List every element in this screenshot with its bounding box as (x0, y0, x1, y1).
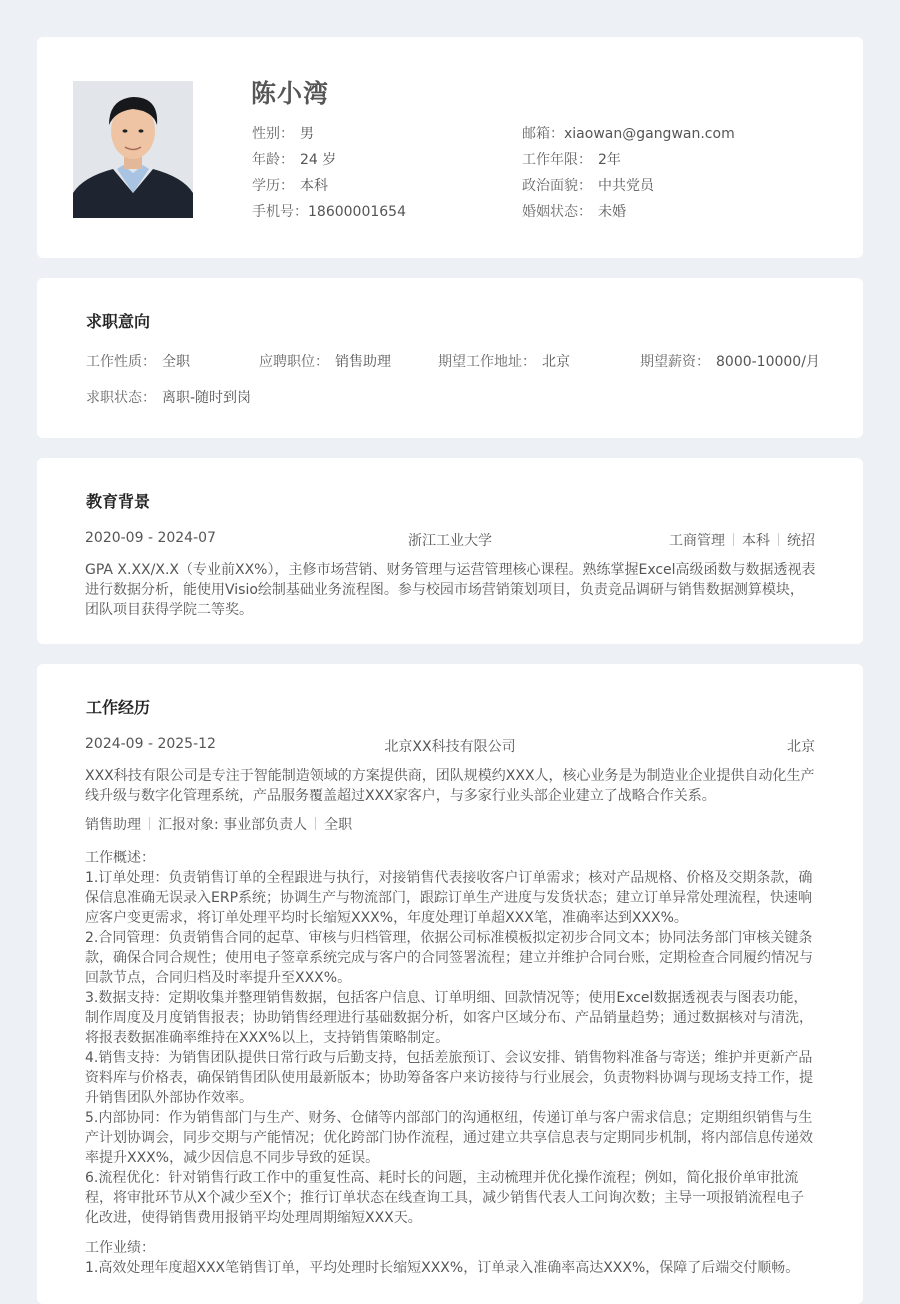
company-description (85, 766, 815, 806)
marital-label: 婚姻状态： (522, 204, 592, 220)
section-title-work: 工作经历 (86, 698, 151, 717)
email-value[interactable]: xiaowan@gangwan.com (564, 126, 735, 142)
divider (733, 533, 734, 546)
politics-label: 政治面貌： (522, 178, 592, 194)
work-overview (85, 848, 815, 1228)
text-line: 化改进，使得销售费用报销平均处理周期缩短XXX天。 (85, 1210, 422, 1226)
position-value: 销售助理 (335, 354, 391, 370)
text-line: 进行数据分析，能使用Visio绘制基础业务流程图。参与校园市场营销策划项目，负责竞品调研与销售数据测算模块， (85, 582, 804, 598)
phone-row (252, 201, 406, 221)
section-title-intent: 求职意向 (86, 312, 151, 331)
job-type-label: 工作性质： (86, 354, 156, 370)
marital-row (522, 201, 626, 221)
profile-card (37, 37, 863, 258)
text-line: 应客户变更需求，将订单处理平均时长缩短XXX%，年度处理订单超XXX笔，准确率达到XXX%。 (85, 910, 688, 926)
education-card (37, 458, 863, 644)
major: 工商管理 (669, 533, 725, 549)
salary-label: 期望薪资： (640, 354, 710, 370)
work-city: 北京 (787, 739, 815, 755)
status-value: 离职-随时到岗 (162, 390, 252, 406)
text-line: 1.高效处理年度超XXX笔销售订单，平均处理时长缩短XXX%，订单录入准确率高达XXX%，保障了后端交付顺畅。 (85, 1260, 800, 1276)
text-line: 产计划协调会，同步交期与产能情况；优化跨部门协作流程，通过建立共享信息表与定期同步机制，将内部信息传递效 (85, 1130, 813, 1146)
education-period: 2020-09 - 2024-07 (85, 530, 216, 546)
text-line: 资料库与价格表，确保销售团队使用最新版本；协助筹备客户来访接待与行业展会，负责物料协调与现场支持工作，提 (85, 1070, 813, 1086)
gender-row (252, 123, 314, 143)
politics-value: 中共党员 (598, 178, 654, 194)
candidate-name: 陈小湾 (251, 79, 330, 108)
status-label: 求职状态： (86, 390, 156, 406)
text-line: 1.订单处理：负责销售订单的全程跟进与执行，对接销售代表接收客户订单需求；核对产品规格、价格及交期条款，确 (85, 870, 813, 886)
section-title-education: 教育背景 (86, 492, 151, 511)
email-label: 邮箱： (522, 126, 564, 142)
work-years-row (522, 149, 621, 169)
email-row (522, 123, 735, 143)
phone-value: 18600001654 (308, 204, 406, 220)
age-row (252, 149, 336, 169)
work-card (37, 664, 863, 1304)
work-years-label: 工作年限： (522, 152, 592, 168)
text-line: 制作周度及月度销售报表；协助销售经理进行基础数据分析，如客户区域分布、产品销量趋势；通过数据核对与清洗， (85, 1010, 813, 1026)
salary-value: 8000-10000/月 (716, 354, 820, 370)
divider (315, 817, 316, 830)
text-line: XXX科技有限公司是专注于智能制造领域的方案提供商，团队规模约XXX人，核心业务是为制造业企业提供自动化生产 (85, 768, 815, 784)
job-type-field (86, 351, 190, 371)
location-field (438, 351, 570, 371)
text-line: GPA X.XX/X.X（专业前XX%），主修市场营销、财务管理与运营管理核心课程。熟练掌握Excel高级函数与数据透视表 (85, 562, 816, 578)
job-intent-card (37, 278, 863, 438)
work-results (85, 1238, 815, 1278)
text-line: 款，确保合同合规性；使用电子签章系统完成与客户的合同签署流程；建立并维护合同台账，定期检查合同履约情况与 (85, 950, 813, 966)
role: 销售助理 (85, 817, 141, 833)
school-name: 浙江工业大学 (408, 533, 492, 549)
position-field (259, 351, 391, 371)
results-title: 工作业绩： (85, 1240, 155, 1256)
location-label: 期望工作地址： (438, 354, 536, 370)
politics-row (522, 175, 654, 195)
profile-photo (73, 81, 193, 218)
enrollment-mode: 统招 (787, 533, 815, 549)
marital-value: 未婚 (598, 204, 626, 220)
text-line: 5.内部协同：作为销售部门与生产、财务、仓储等内部部门的沟通枢纽，传递订单与客户需求信息；定期组织销售与生 (85, 1110, 813, 1126)
work-years-value: 2年 (598, 152, 621, 168)
text-line: 2.合同管理：负责销售合同的起草、审核与归档管理，依据公司标准模板拟定初步合同文本；协同法务部门审核关键条 (85, 930, 813, 946)
education-value: 本科 (300, 178, 328, 194)
gender-value: 男 (300, 126, 314, 142)
age-value: 24 岁 (300, 152, 337, 168)
location-value: 北京 (542, 354, 570, 370)
divider (149, 817, 150, 830)
education-tags (669, 530, 815, 550)
text-line: 回款节点，合同归档及时率提升至XXX%。 (85, 970, 352, 986)
education-label: 学历： (252, 178, 294, 194)
text-line: 3.数据支持：定期收集并整理销售数据，包括客户信息、订单明细、回款情况等；使用Excel数据透视表与图表功能， (85, 990, 808, 1006)
education-description (85, 560, 815, 620)
degree: 本科 (742, 533, 770, 549)
work-tags (85, 814, 352, 834)
salary-field (640, 351, 820, 371)
phone-label: 手机号： (252, 204, 308, 220)
status-field (86, 387, 251, 407)
education-row (252, 175, 328, 195)
text-line: 保信息准确无误录入ERP系统；协调生产与物流部门，跟踪订单生产进度与发货状态；建立订单异常处理流程，快速响 (85, 890, 813, 906)
job-type: 全职 (324, 817, 353, 833)
gender-label: 性别： (252, 126, 294, 142)
text-line: 4.销售支持：为销售团队提供日常行政与后勤支持，包括差旅预订、会议安排、销售物料准备与寄送；维护并更新产品 (85, 1050, 813, 1066)
divider (778, 533, 779, 546)
text-line: 线升级与数字化管理系统，产品服务覆盖超过XXX家客户，与多家行业头部企业建立了战略合作关系。 (85, 788, 716, 804)
text-line: 团队项目获得学院二等奖。 (85, 602, 253, 618)
job-type-value: 全职 (162, 354, 190, 370)
report-to: 汇报对象: 事业部负责人 (158, 817, 308, 833)
text-line: 程，将审批环节从X个减少至X个；推行订单状态在线查询工具，减少销售代表人工问询次数；主导一项报销流程电子 (85, 1190, 805, 1206)
company-name: 北京XX科技有限公司 (384, 739, 516, 755)
work-period: 2024-09 - 2025-12 (85, 736, 216, 752)
text-line: 率提升XXX%，减少因信息不同步导致的延误。 (85, 1150, 380, 1166)
text-line: 6.流程优化：针对销售行政工作中的重复性高、耗时长的问题，主动梳理并优化操作流程；例如，简化报价单审批流 (85, 1170, 799, 1186)
text-line: 升销售团队外部协作效率。 (85, 1090, 253, 1106)
age-label: 年龄： (252, 152, 294, 168)
position-label: 应聘职位： (259, 354, 329, 370)
overview-title: 工作概述： (85, 850, 155, 866)
text-line: 将报表数据准确率维持在XXX%以上，支持销售策略制定。 (85, 1030, 450, 1046)
